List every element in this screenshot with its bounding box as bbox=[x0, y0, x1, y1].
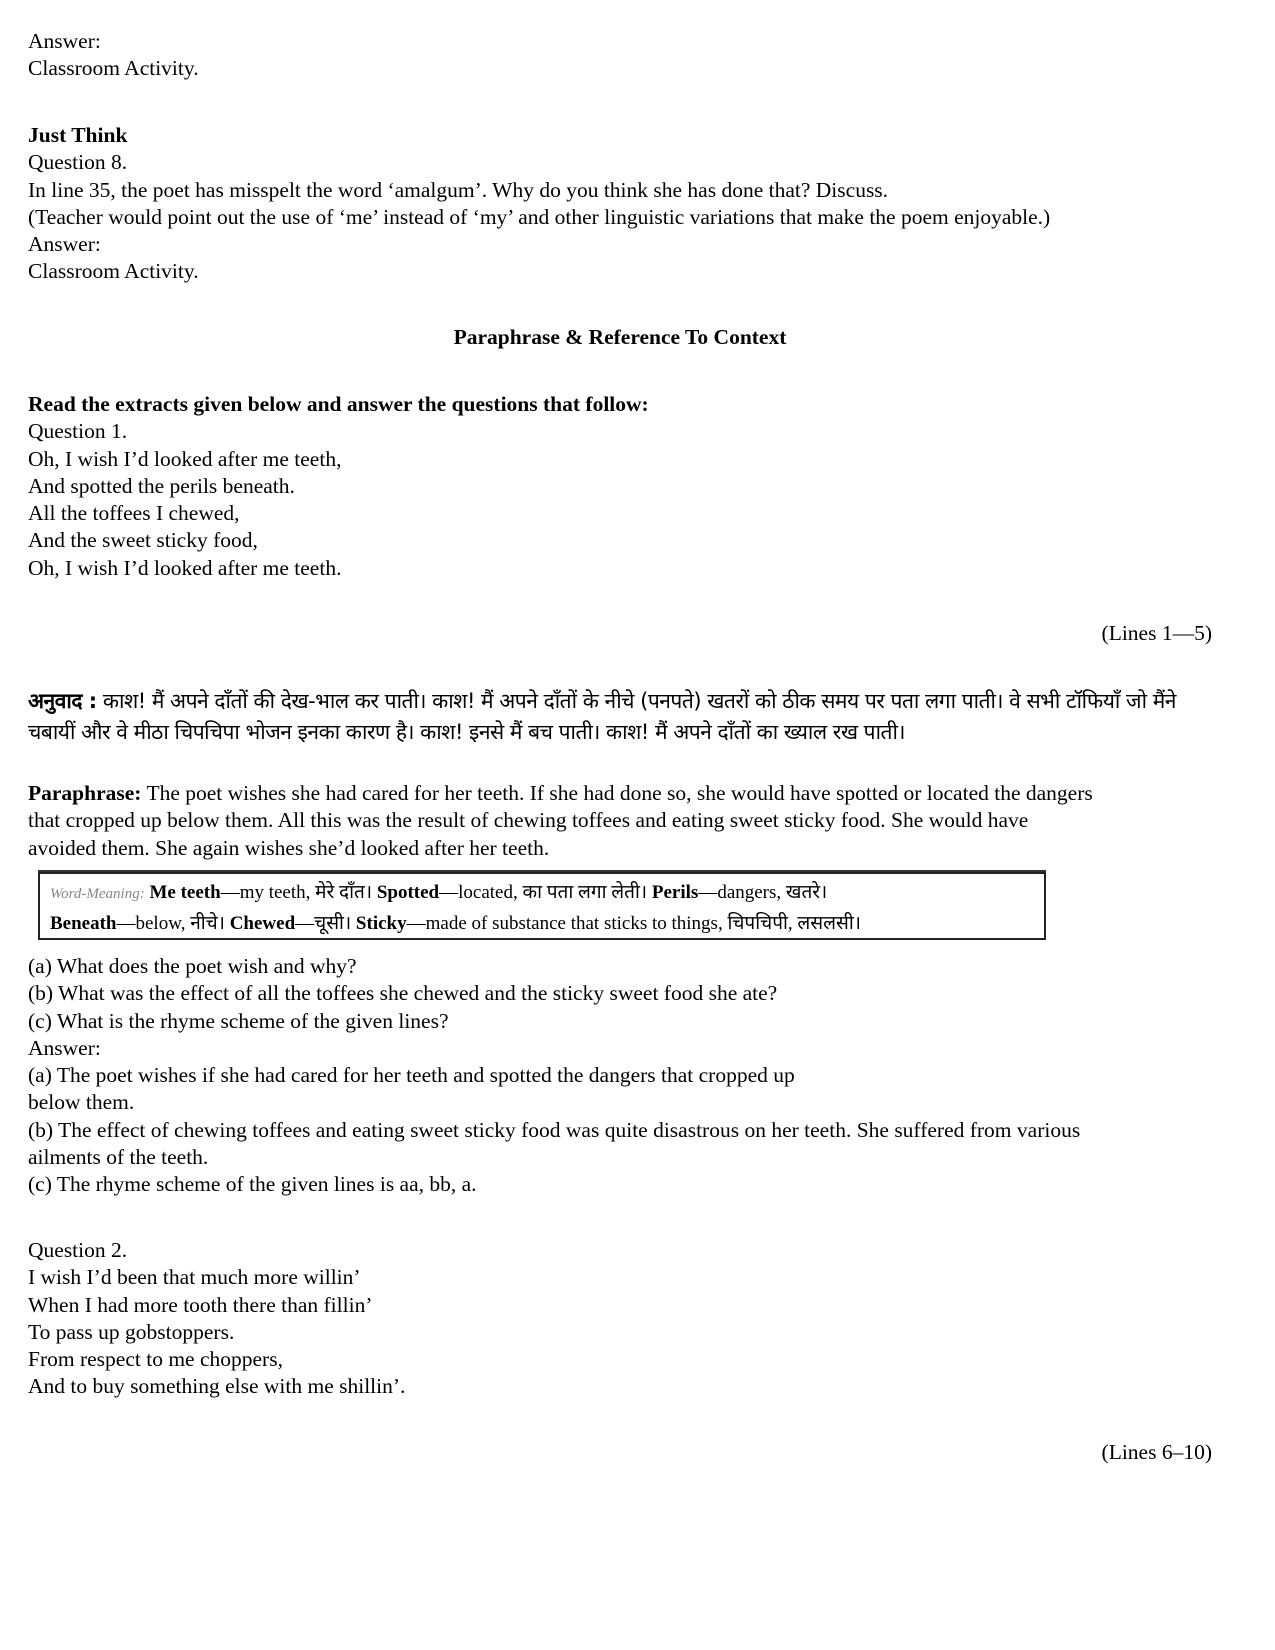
paraphrase-text: The poet wishes she had cared for her teeth. If she had done so, she would have spotted or located the dangers bbox=[146, 781, 1093, 805]
question-label: Question 2. bbox=[28, 1238, 128, 1262]
poem-line: And the sweet sticky food, bbox=[28, 528, 258, 553]
word: Perils bbox=[651, 882, 699, 903]
top-answer bbox=[28, 28, 1218, 83]
paraphrase bbox=[28, 780, 1218, 862]
instruction: Read the extracts given below and answer the questions that follow: bbox=[28, 392, 649, 416]
question-label: Question 1. bbox=[28, 419, 128, 444]
line-reference bbox=[28, 620, 1212, 647]
poem-line: When I had more tooth there than fillin’ bbox=[28, 1292, 373, 1317]
teacher-note: (Teacher would point out the use of ‘me’ instead of ‘my’ and other linguistic variations that make the poem enjoyable.) bbox=[28, 204, 1051, 229]
answer-text: Classroom Activity. bbox=[28, 56, 199, 81]
paraphrase-label: Paraphrase: bbox=[28, 781, 142, 805]
word: Me teeth bbox=[149, 882, 221, 903]
meaning: —my teeth, मेरे दाँत। bbox=[220, 882, 373, 903]
word: Spotted bbox=[376, 882, 440, 903]
anuvad-text: काश! मैं अपने दाँतों की देख-भाल कर पाती। काश! मैं अपने दाँतों के नीचे (पनपते) खतरों को ठीक समय पर पता लगा पाती। वे सभी टॉफियाँ जो मैंने चबायीं और वे मीठा चिपचिपा भोजन इनका कारण है। काश! इनसे मैं बच पाती। काश! मैं अपने दाँतों का ख्याल रख पाती। bbox=[28, 689, 1176, 744]
sub-question: (b) What was the effect of all the toffees she chewed and the sticky sweet food she ate? bbox=[28, 981, 778, 1006]
meaning: —below, नीचे। bbox=[116, 913, 225, 934]
just-think-heading: Just Think bbox=[28, 123, 128, 147]
line-reference-text: (Lines 6–10) bbox=[1101, 1440, 1212, 1464]
word: Sticky bbox=[355, 913, 407, 934]
answer-line: (c) The rhyme scheme of the given lines is aa, bb, a. bbox=[28, 1172, 477, 1197]
line-reference bbox=[28, 1439, 1212, 1466]
poem-line: From respect to me choppers, bbox=[28, 1347, 283, 1372]
paraphrase-text: avoided them. She again wishes she’d looked after her teeth. bbox=[28, 835, 550, 860]
sub-question: (a) What does the poet wish and why? bbox=[28, 954, 357, 978]
meaning: —dangers, खतरे। bbox=[698, 882, 828, 903]
meaning: —made of substance that sticks to things, चिपचिपी, लसलसी। bbox=[406, 913, 861, 934]
poem-line: To pass up gobstoppers. bbox=[28, 1319, 235, 1344]
meaning: —चूसी। bbox=[295, 913, 352, 934]
answer-label: Answer: bbox=[28, 29, 101, 53]
meaning: —located, का पता लगा लेती। bbox=[439, 882, 648, 903]
question-2-section bbox=[28, 1237, 1218, 1401]
poem-line: And spotted the perils beneath. bbox=[28, 473, 295, 498]
question-1-section bbox=[28, 391, 1218, 582]
sub-question: (c) What is the rhyme scheme of the given lines? bbox=[28, 1008, 449, 1033]
answer-label: Answer: bbox=[28, 1035, 101, 1060]
word: Beneath bbox=[50, 913, 117, 934]
poem-line: And to buy something else with me shillin’. bbox=[28, 1374, 406, 1399]
answer-text: Classroom Activity. bbox=[28, 259, 199, 284]
line-reference-text: (Lines 1—5) bbox=[1101, 621, 1212, 645]
poem-line: Oh, I wish I’d looked after me teeth. bbox=[28, 555, 342, 580]
hindi-translation bbox=[28, 686, 1208, 748]
answer-line: below them. bbox=[28, 1090, 135, 1115]
word-meaning-label: Word-Meaning: bbox=[50, 886, 145, 902]
section-title bbox=[0, 324, 1240, 351]
answer-label: Answer: bbox=[28, 232, 101, 257]
answer-line: (a) The poet wishes if she had cared for her teeth and spotted the dangers that cropped up bbox=[28, 1063, 795, 1088]
question-text: In line 35, the poet has misspelt the word ‘amalgum’. Why do you think she has done that? Discuss. bbox=[28, 177, 889, 202]
answer-line: (b) The effect of chewing toffees and eating sweet sticky food was quite disastrous on her teeth. She suffered from various bbox=[28, 1117, 1081, 1142]
poem-line: Oh, I wish I’d looked after me teeth, bbox=[28, 446, 342, 471]
word: Chewed bbox=[229, 913, 296, 934]
just-think-section bbox=[28, 122, 1218, 286]
word-meaning-box bbox=[38, 872, 1046, 940]
poem-line: All the toffees I chewed, bbox=[28, 501, 240, 526]
poem-line: I wish I’d been that much more willin’ bbox=[28, 1265, 361, 1290]
section-title-text: Paraphrase & Reference To Context bbox=[453, 325, 787, 349]
question-label: Question 8. bbox=[28, 150, 128, 175]
anuvad-label: अनुवाद : bbox=[28, 689, 97, 713]
answer-line: ailments of the teeth. bbox=[28, 1145, 209, 1170]
paraphrase-text: that cropped up below them. All this was the result of chewing toffees and eating sweet sticky food. She would have bbox=[28, 808, 1029, 833]
questions-and-answers bbox=[28, 953, 1218, 1199]
